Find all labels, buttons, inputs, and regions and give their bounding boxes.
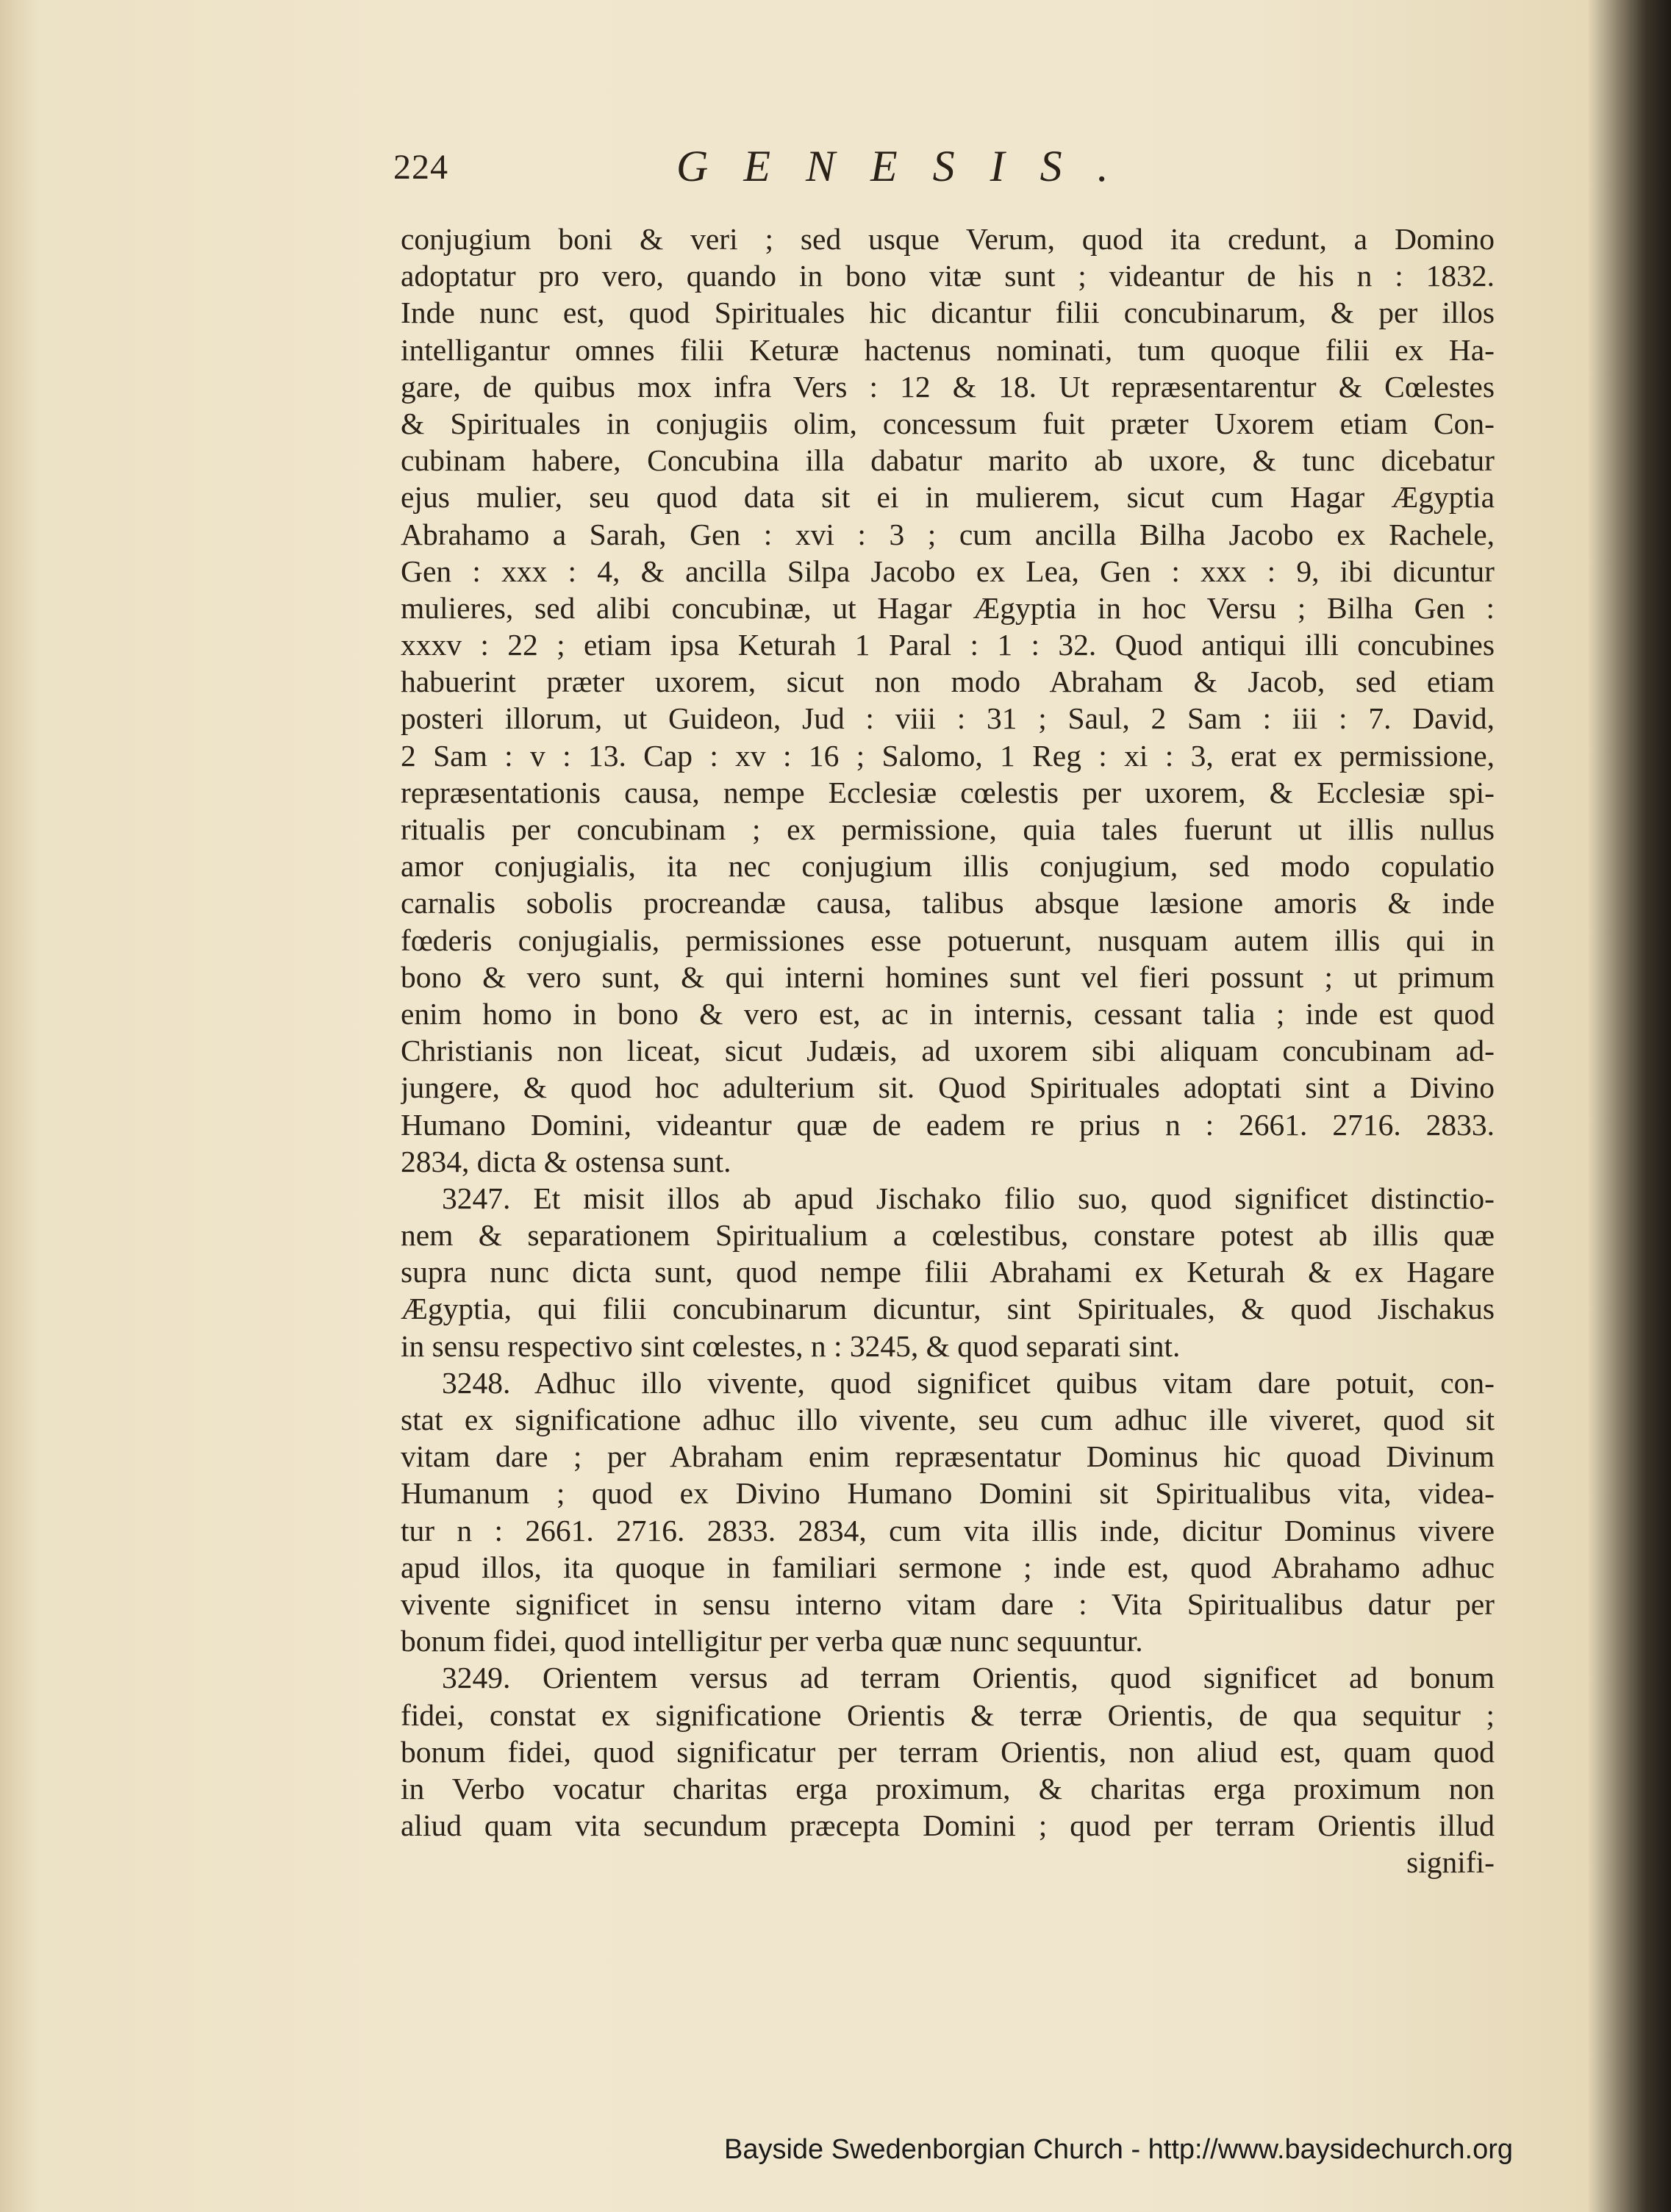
- text-line: apud illos, ita quoque in familiari sermone ; inde est, quod Abrahamo adhuc: [401, 1550, 1495, 1584]
- text-line: 2834, dicta & ostensa sunt.: [401, 1144, 731, 1178]
- text-line: in sensu respectivo sint cœlestes, n : 3245, & quod separati sint.: [401, 1328, 1181, 1363]
- text-line: nem & separationem Spiritualium a cœlestibus, constare potest ab illis quæ: [401, 1218, 1495, 1253]
- text-line: cubinam habere, Concubina illa dabatur marito ab uxore, & tunc dicebatur: [401, 443, 1495, 478]
- text-line: fidei, constat ex significatione Orientis & terræ Orientis, de qua sequitur ;: [401, 1697, 1495, 1732]
- text-line: 2 Sam : v : 13. Cap : xv : 16 ; Salomo, 1 Reg : xi : 3, erat ex permissione,: [401, 738, 1495, 773]
- text-line: fœderis conjugialis, permissiones esse potuerunt, nusquam autem illis qui in: [401, 923, 1495, 957]
- paragraph-3247-start: 3247. Et misit illos ab apud Jischako filio suo, quod significet distinctio-: [442, 1181, 1495, 1215]
- text-line: conjugium boni & veri ; sed usque Verum, quod ita credunt, a Domino: [401, 222, 1495, 256]
- running-title: GENESIS.: [676, 142, 1144, 190]
- text-line: enim homo in bono & vero est, ac in internis, cessant talia ; inde est quod: [401, 996, 1495, 1031]
- text-line: bono & vero sunt, & qui interni homines sunt vel fieri possunt ; ut primum: [401, 959, 1495, 994]
- text-line: Inde nunc est, quod Spirituales hic dicantur filii concubinarum, & per illos: [401, 296, 1495, 330]
- text-line: posteri illorum, ut Guideon, Jud : viii : 31 ; Saul, 2 Sam : iii : 7. David,: [401, 701, 1495, 736]
- text-line: bonum fidei, quod intelligitur per verba quæ nunc sequuntur.: [401, 1624, 1143, 1658]
- text-line: bonum fidei, quod significatur per terram Orientis, non aliud est, quam quod: [401, 1734, 1495, 1769]
- paragraph-3249-start: 3249. Orientem versus ad terram Orientis, quod significet ad bonum: [442, 1661, 1495, 1695]
- text-line: vitam dare ; per Abraham enim repræsentatur Dominus hic quoad Divinum: [401, 1439, 1495, 1474]
- page-header: [393, 141, 1496, 200]
- text-line: adoptatur pro vero, quando in bono vitæ sunt ; videantur de his n : 1832.: [401, 259, 1495, 293]
- text-line: tur n : 2661. 2716. 2833. 2834, cum vita illis inde, dicitur Dominus vivere: [401, 1513, 1495, 1547]
- text-line: Ægyptia, qui filii concubinarum dicuntur, sint Spirituales, & quod Jischakus: [401, 1292, 1495, 1326]
- text-line: supra nunc dicta sunt, quod nempe filii Abrahami ex Keturah & ex Hagare: [401, 1255, 1495, 1289]
- text-line: in Verbo vocatur charitas erga proximum, & charitas erga proximum non: [401, 1771, 1495, 1805]
- body-text: [401, 221, 1495, 1880]
- text-line: habuerint præter uxorem, sicut non modo Abraham & Jacob, sed etiam: [401, 665, 1495, 699]
- text-line: aliud quam vita secundum præcepta Domini ; quod per terram Orientis illud: [401, 1808, 1495, 1843]
- text-line: Christianis non liceat, sicut Judæis, ad uxorem sibi aliquam concubinam ad-: [401, 1034, 1495, 1068]
- text-line: Humano Domini, videantur quæ de eadem re prius n : 2661. 2716. 2833.: [401, 1107, 1495, 1142]
- paragraph-3248-start: 3248. Adhuc illo vivente, quod significet quibus vitam dare potuit, con-: [442, 1365, 1495, 1400]
- text-line: Gen : xxx : 4, & ancilla Silpa Jacobo ex Lea, Gen : xxx : 9, ibi dicuntur: [401, 554, 1495, 588]
- page-number: 224: [393, 148, 448, 187]
- text-line: stat ex significatione adhuc illo vivente, seu cum adhuc ille viveret, quod sit: [401, 1403, 1495, 1436]
- text-line: Abrahamo a Sarah, Gen : xvi : 3 ; cum ancilla Bilha Jacobo ex Rachele,: [401, 517, 1495, 551]
- page-gutter-shadow: [0, 0, 37, 2212]
- text-line: repræsentationis causa, nempe Ecclesiæ cœlestis per uxorem, & Ecclesiæ spi-: [401, 775, 1495, 809]
- text-line: ejus mulier, seu quod data sit ei in mulierem, sicut cum Hagar Ægyptia: [401, 480, 1495, 515]
- text-line: amor conjugialis, ita nec conjugium illis conjugium, sed modo copulatio: [401, 849, 1495, 884]
- text-line: vivente significet in sensu interno vitam dare : Vita Spiritualibus datur per: [401, 1586, 1495, 1621]
- watermark: Bayside Swedenborgian Church - http://www.baysidechurch.org: [724, 2134, 1514, 2165]
- text-line: ritualis per concubinam ; ex permissione, quia tales fuerunt ut illis nullus: [401, 812, 1495, 846]
- catchword: signifi-: [1406, 1845, 1495, 1880]
- text-line: xxxv : 22 ; etiam ipsa Keturah 1 Paral : 1 : 32. Quod antiqui illi concubines: [401, 628, 1495, 662]
- text-line: mulieres, sed alibi concubinæ, ut Hagar Ægyptia in hoc Versu ; Bilha Gen :: [401, 590, 1495, 625]
- text-line: gare, de quibus mox infra Vers : 12 & 18. Ut repræsentarentur & Cœlestes: [401, 369, 1495, 404]
- text-line: & Spirituales in conjugiis olim, concessum fuit præter Uxorem etiam Con-: [401, 406, 1495, 440]
- text-line: Humanum ; quod ex Divino Humano Domini sit Spiritualibus vita, videa-: [401, 1476, 1495, 1511]
- text-line: carnalis sobolis procreandæ causa, talibus absque læsione amoris & inde: [401, 886, 1495, 920]
- text-line: intelligantur omnes filii Keturæ hactenus nominati, tum quoque filii ex Ha-: [401, 332, 1495, 367]
- text-line: jungere, & quod hoc adulterium sit. Quod Spirituales adoptati sint a Divino: [401, 1070, 1495, 1105]
